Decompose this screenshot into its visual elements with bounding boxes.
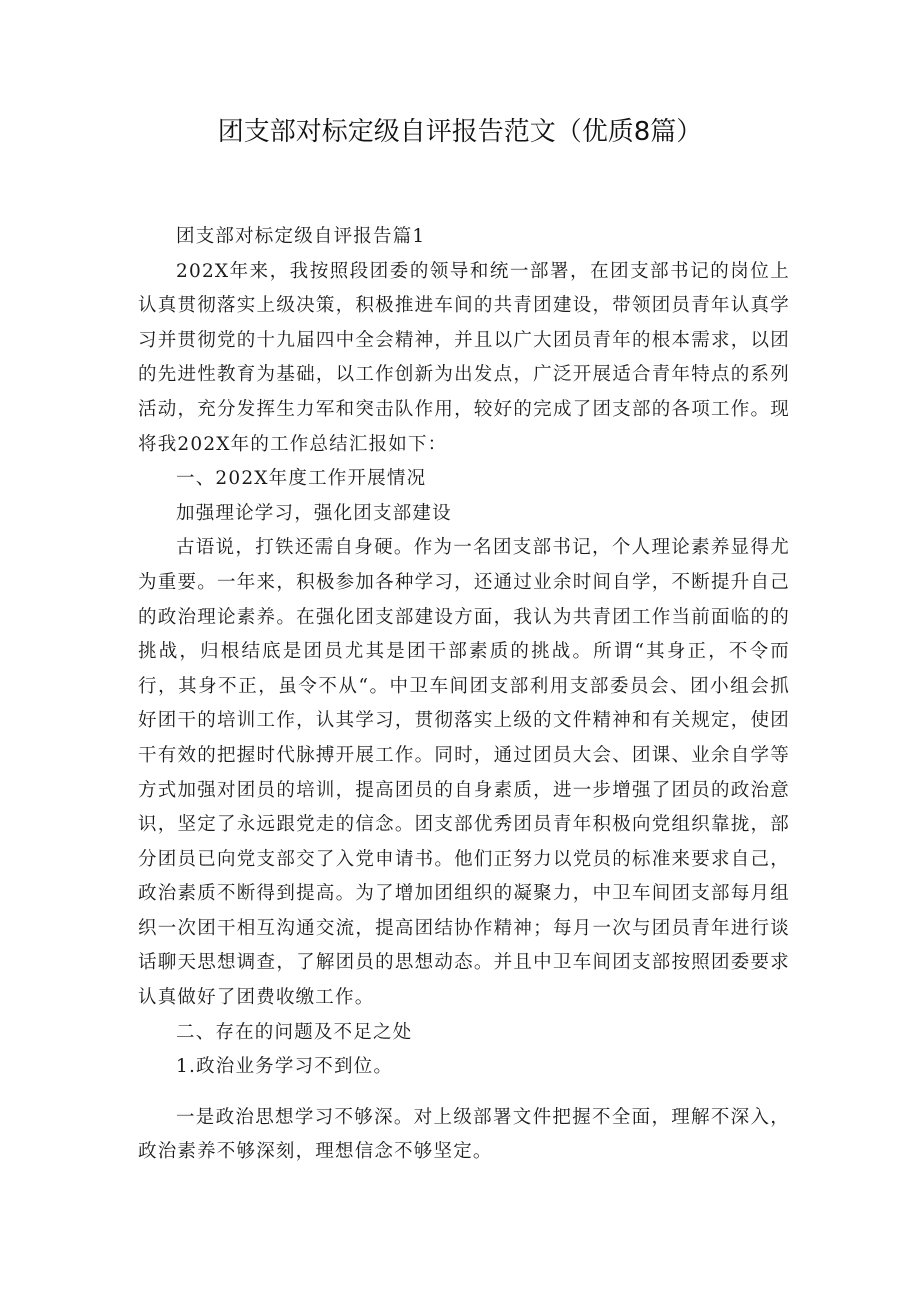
paragraph: 202X年来，我按照段团委的领导和统一部署，在团支部书记的岗位上认真贯彻落实上级决策，积极推进车间的共青团建设，带领团员青年认真学习并贯彻党的十九届四中全会精神，并且以广大团员青年的根本需求，以团的先进性教育为基础，以工作创新为出发点，广泛开展适合青年特点的系列活动，充分发挥生力军和突击队作用，较好的完成了团支部的各项工作。现将我202X年的工作总结汇报如下： bbox=[138, 260, 790, 455]
section-heading: 一、202X年度工作开展情况 bbox=[176, 468, 427, 490]
paragraph: 一是政治思想学习不够深。对上级部署文件把握不全面，理解不深入，政治素养不够深刻，理想信念不够坚定。 bbox=[138, 1106, 790, 1163]
paragraph: 古语说，打铁还需自身硬。作为一名团支部书记，个人理论素养显得尤为重要。一年来，积极参加各种学习，还通过业余时间自学，不断提升自己的政治理论素养。在强化团支部建设方面，我认为共青团工作当前面临的的挑战，归根结底是团员尤其是团干部素质的挑战。所谓“其身正，不令而行，其身不正，虽令不从“。中卫车间团支部利用支部委员会、团小组会抓好团干的培训工作，认其学习，贯彻落实上级的文件精神和有关规定，使团干有效的把握时代脉搏开展工作。同时，通过团员大会、团课、业余自学等方式加强对团员的培训，提高团员的自身素质，进一步增强了团员的政治意识，坚定了永远跟党走的信念。团支部优秀团员青年积极向党组织靠拢，部分团员已向党支部交了入党申请书。他们正努力以党员的标准来要求自己，政治素质不断得到提高。为了增加团组织的凝聚力，中卫车间团支部每月组织一次团干相互沟通交流，提高团结协作精神；每月一次与团员青年进行谈话聊天思想调查，了解团员的思想动态。并且中卫车间团支部按照团委要求认真做好了团费收缴工作。 bbox=[138, 537, 790, 1009]
document-title: 团支部对标定级自评报告范文（优质8篇） bbox=[217, 117, 703, 147]
subheading: 1.政治业务学习不到位。 bbox=[176, 1056, 394, 1078]
document-body bbox=[138, 220, 790, 1170]
section-heading: 团支部对标定级自评报告篇1 bbox=[176, 226, 426, 247]
section-heading: 二、存在的问题及不足之处 bbox=[176, 1021, 413, 1043]
subheading: 加强理论学习，强化团支部建设 bbox=[176, 502, 452, 524]
